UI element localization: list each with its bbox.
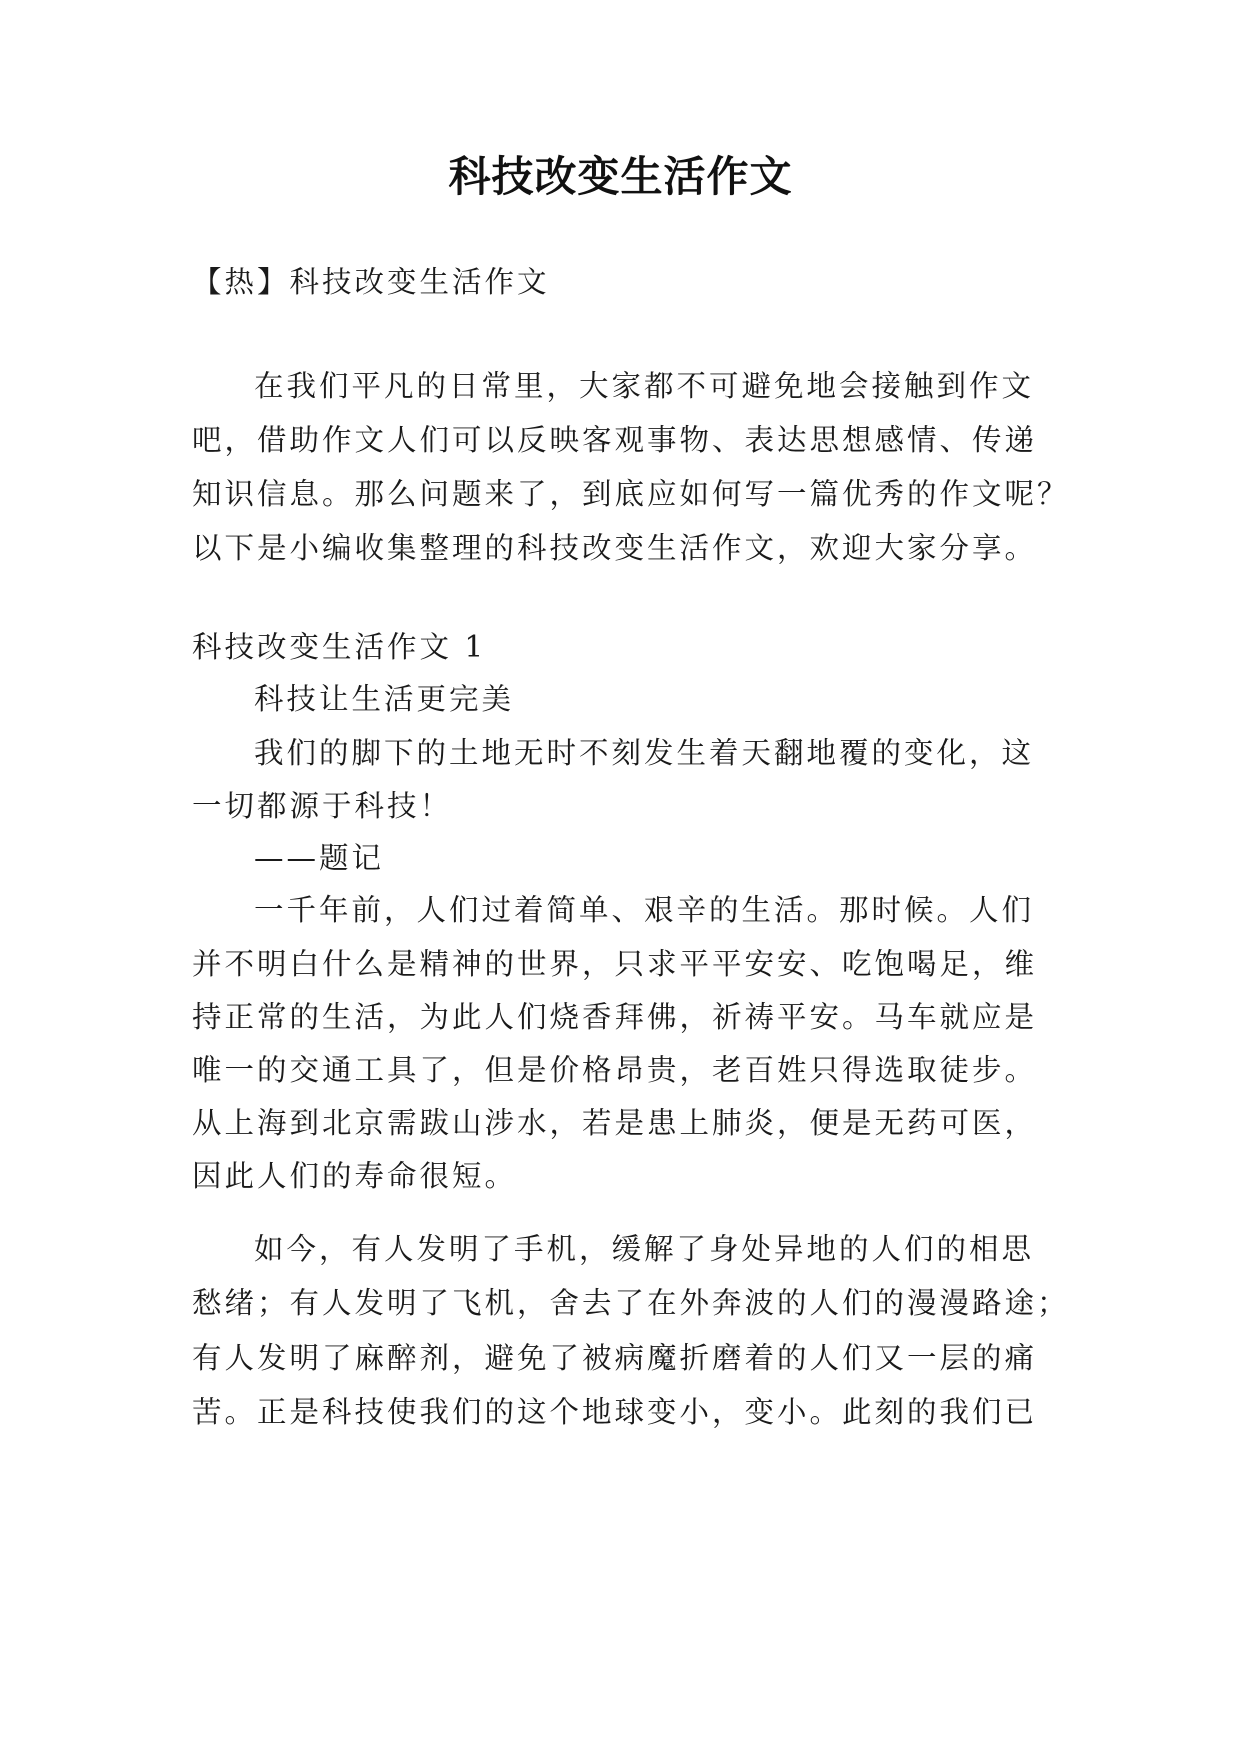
paragraph-line: 愁绪；有人发明了飞机，舍去了在外奔波的人们的漫漫路途；	[192, 1286, 1070, 1320]
paragraph-line: 持正常的生活，为此人们烧香拜佛，祈祷平安。马车就应是	[192, 1000, 1038, 1034]
paragraph-line: 并不明白什么是精神的世界，只求平平安安、吃饱喝足，维	[192, 947, 1038, 981]
document-title: 科技改变生活作文	[448, 152, 793, 201]
paragraph-line: 一千年前，人们过着简单、艰辛的生活。那时候。人们	[254, 893, 1035, 927]
essay-title: 科技让生活更完美	[254, 682, 515, 716]
paragraph-line: 唯一的交通工具了，但是价格昂贵，老百姓只得选取徒步。	[192, 1053, 1038, 1087]
document-subtitle: 【热】科技改变生活作文	[192, 265, 550, 299]
intro-line: 吧，借助作文人们可以反映客观事物、表达思想感情、传递	[192, 423, 1038, 457]
essay-heading: 科技改变生活作文 1	[192, 630, 487, 664]
intro-line: 以下是小编收集整理的科技改变生活作文，欢迎大家分享。	[192, 531, 1038, 565]
epigraph-attribution: ——题记	[254, 841, 385, 875]
paragraph-line: 从上海到北京需跋山涉水，若是患上肺炎，便是无药可医，	[192, 1106, 1038, 1140]
paragraph-line: 如今，有人发明了手机，缓解了身处异地的人们的相思	[254, 1232, 1035, 1266]
paragraph-line: 有人发明了麻醉剂，避免了被病魔折磨着的人们又一层的痛	[192, 1341, 1038, 1375]
intro-line: 知识信息。那么问题来了，到底应如何写一篇优秀的作文呢？	[192, 477, 1070, 511]
epigraph-line: 一切都源于科技！	[192, 789, 453, 823]
paragraph-line: 苦。正是科技使我们的这个地球变小，变小。此刻的我们已	[192, 1395, 1038, 1429]
intro-line: 在我们平凡的日常里，大家都不可避免地会接触到作文	[254, 369, 1035, 403]
paragraph-line: 因此人们的寿命很短。	[192, 1159, 518, 1193]
epigraph-line: 我们的脚下的土地无时不刻发生着天翻地覆的变化，这	[254, 736, 1035, 770]
